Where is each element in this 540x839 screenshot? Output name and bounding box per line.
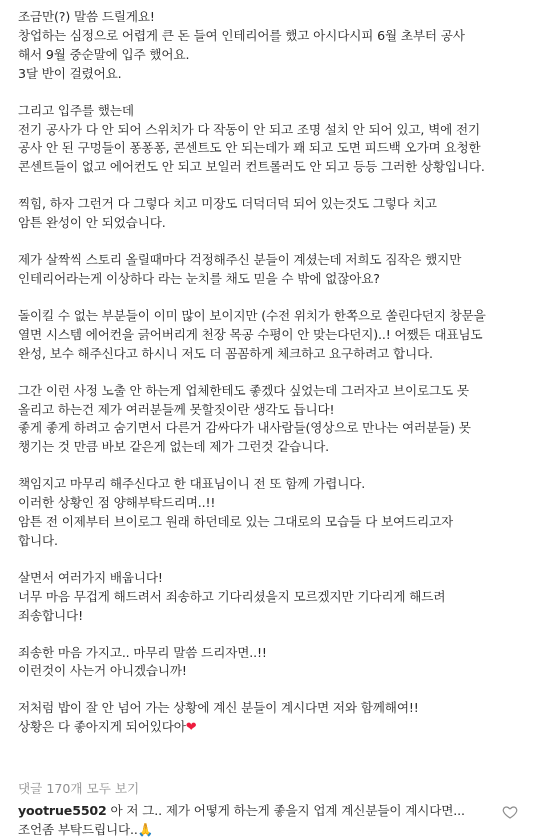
post-caption (18, 8, 530, 756)
like-comment-button[interactable] (502, 804, 518, 820)
caption-line (18, 251, 530, 270)
heart-outline-icon (502, 804, 518, 820)
caption-text: 찍힘, 하자 그런거 다 그렇다 치고 미장도 더덕더덕 되어 있는것도 그렇다 치고 (18, 196, 437, 212)
caption-text: 이러한 상황인 점 양해부탁드리며..!! (18, 495, 216, 511)
caption-text: 3달 반이 걸렸어요. (18, 65, 122, 81)
caption-text: 올리고 하는건 제가 여러분들께 못할짓이란 생각도 듭니다! (18, 401, 335, 417)
caption-line (18, 121, 530, 140)
caption-line (18, 8, 530, 27)
caption-line (18, 46, 530, 65)
caption-text: 죄송합니다! (18, 607, 83, 623)
caption-text: 그리고 입주를 했는데 (18, 102, 134, 118)
caption-text: 완성, 보수 해주신다고 하시니 저도 더 꼼꼼하게 체크하고 요구하려고 합니다. (18, 345, 433, 361)
caption-text: 인테리어라는게 이상하다 라는 눈치를 채도 믿을 수 밖에 없잖아요? (18, 270, 380, 286)
caption-paragraph (18, 644, 530, 682)
caption-text: 제가 살짝씩 스토리 올릴때마다 걱정해주신 분들이 계셨는데 저희도 짐작은 했지만 (18, 252, 462, 268)
caption-line (18, 569, 530, 588)
caption-line (18, 532, 530, 551)
caption-text: 이런것이 사는거 아니겠습니까! (18, 663, 187, 679)
caption-line (18, 270, 530, 289)
comment-line-1 (18, 801, 523, 820)
caption-line (18, 158, 530, 177)
caption-line (18, 438, 530, 457)
caption-line (18, 419, 530, 438)
caption-line (18, 214, 530, 233)
caption-text: 전기 공사가 다 안 되어 스위치가 다 작동이 안 되고 조명 설치 안 되어 있고, 벽에 전기 (18, 121, 481, 137)
caption-text: 콘센트들이 없고 에어컨도 안 되고 보일러 컨트롤러도 안 되고 등등 그러한 상황입니다. (18, 159, 485, 175)
caption-text: 창업하는 심정으로 어렵게 큰 돈 들여 인테리어를 했고 아시다시피 6월 초부터 공사 (18, 27, 465, 43)
caption-paragraph (18, 195, 530, 233)
caption-text: 해서 9월 중순말에 입주 했어요. (18, 46, 190, 62)
caption-text: 암튼 전 이제부터 브이로그 원래 하던데로 있는 그대로의 모습들 다 보여드리고자 (18, 514, 454, 530)
caption-paragraph (18, 569, 530, 626)
caption-line (18, 195, 530, 214)
caption-paragraph (18, 102, 530, 178)
caption-line (18, 494, 530, 513)
comment-line-2: 조언좀 부탁드립니다..🙏 (18, 822, 154, 837)
caption-line (18, 307, 530, 326)
caption-line (18, 718, 530, 738)
caption-paragraph (18, 8, 530, 84)
caption-line (18, 644, 530, 663)
caption-text: 그간 이런 사정 노출 안 하는게 업체한테도 좋겠다 싶었는데 그러자고 브이로그도 못 (18, 382, 469, 398)
caption-line (18, 345, 530, 364)
caption-line (18, 699, 530, 718)
caption-text: 너무 마음 무겁게 해드려서 죄송하고 기다리셨을지 모르겠지만 기다리게 해드려 (18, 588, 446, 604)
caption-text: 조금만(?) 말씀 드릴게요! (18, 9, 155, 24)
caption-text: 챙기는 것 만큼 바보 같은게 없는데 제가 그런것 같습니다. (18, 439, 330, 455)
caption-line (18, 513, 530, 532)
caption-text: 상황은 다 좋아지게 되어있다아 (18, 719, 186, 735)
caption-text: 저처럼 밥이 잘 안 넘어 가는 상황에 계신 분들이 계시다면 저와 함께해여!! (18, 700, 419, 716)
caption-line (18, 475, 530, 494)
caption-line (18, 102, 530, 121)
caption-line (18, 662, 530, 681)
view-all-comments-link[interactable]: 댓글 170개 모두 보기 (18, 781, 140, 796)
caption-line (18, 382, 530, 401)
caption-paragraph (18, 307, 530, 364)
caption-line (18, 401, 530, 420)
comment-text-1: 아 저 그.. 제가 어떻게 하는게 좋을지 업계 계신분들이 계시다면... (106, 803, 465, 818)
caption-text: 암튼 완성이 안 되었습니다. (18, 215, 166, 231)
caption-line (18, 65, 530, 84)
heart-emoji-icon: ❤ (185, 720, 197, 736)
caption-line (18, 588, 530, 607)
caption-paragraph (18, 699, 530, 738)
caption-line (18, 139, 530, 158)
caption-text: 돌이킬 수 없는 부분들이 이미 많이 보이지만 (수전 위치가 한쪽으로 쏠린다던지 창문을 (18, 307, 486, 323)
comment-item (18, 801, 523, 839)
comment-username[interactable]: yootrue5502 (18, 803, 107, 818)
caption-line (18, 326, 530, 345)
caption-line (18, 27, 530, 46)
caption-paragraph (18, 382, 530, 458)
caption-paragraph (18, 475, 530, 551)
caption-text: 합니다. (18, 532, 58, 548)
caption-paragraph (18, 251, 530, 289)
caption-line (18, 607, 530, 626)
caption-text: 공사 안 된 구멍들이 퐁퐁퐁, 콘센트도 안 되는데가 꽤 되고 도면 피드백 오가며 요청한 (18, 140, 481, 156)
caption-text: 열면 시스템 에어컨을 긁어버리게 천장 목공 수평이 안 맞는다던지)..! 어쨌든 대표님도 (18, 326, 483, 342)
caption-text: 살면서 여러가지 배웁니다! (18, 569, 163, 585)
caption-text: 좋게 좋게 하려고 숨기면서 다른거 감싸다가 내사람들(영상으로 만나는 여러분들) 못 (18, 420, 471, 436)
caption-text: 죄송한 마음 가지고.. 마무리 말씀 드리자면..!! (18, 644, 267, 660)
caption-text: 책임지고 마무리 해주신다고 한 대표님이니 전 또 함께 가렵니다. (18, 476, 366, 492)
